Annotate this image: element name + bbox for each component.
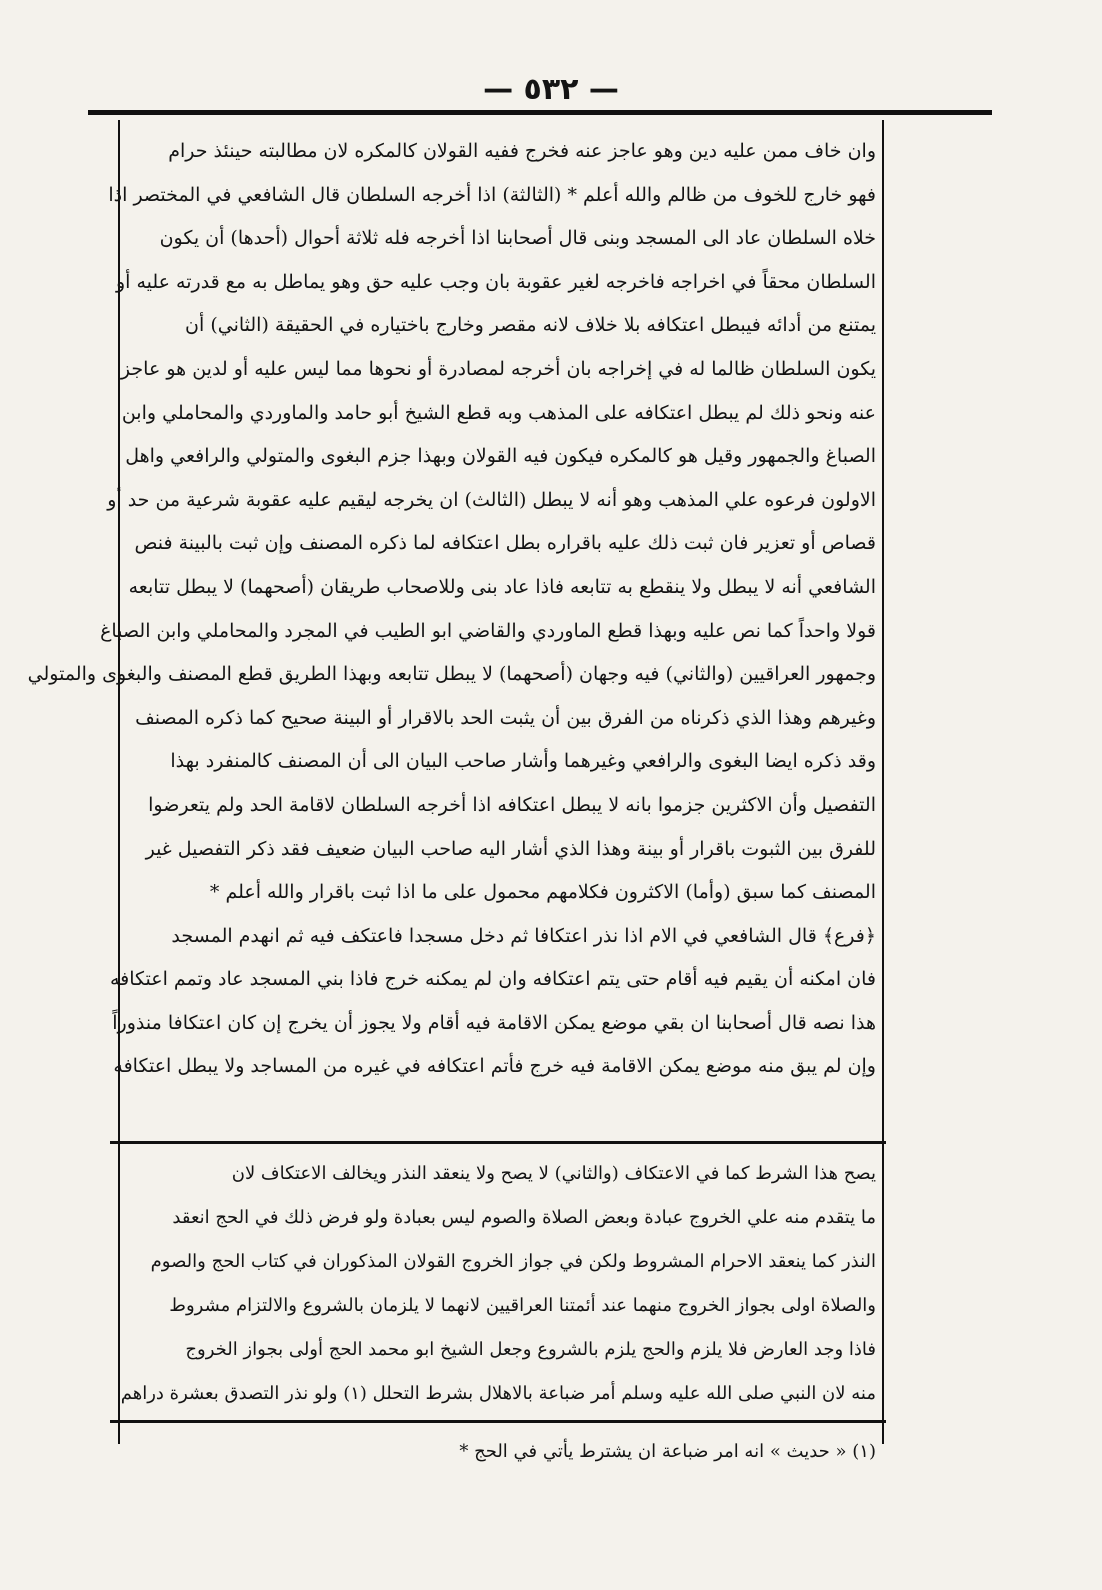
main-line: قصاص أو تعزير فان ثبت ذلك عليه باقراره بطل اعتكافه لما ذكره المصنف وإن ثبت بالبينة فنص	[134, 532, 876, 555]
footnote-divider	[110, 1420, 886, 1423]
main-line: هذا نصه قال أصحابنا ان بقي موضع يمكن الاقامة فيه أقام ولا يجوز أن يخرج إن كان اعتكافا منذوراً	[112, 1011, 876, 1034]
main-line: وغيرهم وهذا الذي ذكرناه من الفرق بين أن يثبت الحد بالاقرار أو البينة صحيح كما ذكره المصنف	[135, 706, 876, 729]
main-text	[27, 130, 876, 1089]
commentary-line: ما يتقدم منه علي الخروج عبادة وبعض الصلاة والصوم ليس بعبادة ولو فرض ذلك في الحج انعقد	[172, 1207, 876, 1228]
main-line: الصباغ والجمهور وقيل هو كالمكره فيكون فيه القولان وبهذا جزم البغوى والمتولي والرافعي واهل	[125, 445, 876, 468]
top-rule	[88, 110, 992, 115]
main-line: فهو خارج للخوف من ظالم والله أعلم * (الثالثة) اذا أخرجه السلطان قال الشافعي في المختصر اذا	[108, 183, 876, 206]
main-line: الاولون فرعوه علي المذهب وهو أنه لا يبطل (الثالث) ان يخرجه ليقيم عليه عقوبة شرعية من حد أو	[107, 488, 876, 511]
main-line: ﴿فرع﴾ قال الشافعي في الام اذا نذر اعتكافا ثم دخل مسجدا فاعتكف فيه ثم انهدم المسجد	[171, 924, 876, 947]
main-line: عنه ونحو ذلك لم يبطل اعتكافه على المذهب وبه قطع الشيخ أبو حامد والماوردي والمحاملي وابن	[121, 401, 876, 424]
main-line: الشافعي أنه لا يبطل ولا ينقطع به تتابعه فاذا عاد بنى وللاصحاب طريقان (أصحهما) لا يبطل تتابعه	[128, 575, 876, 598]
commentary-line: النذر كما ينعقد الاحرام المشروط ولكن في جواز الخروج القولان المذكوران في كتاب الحج والصوم	[150, 1251, 876, 1272]
main-line: يكون السلطان ظالما له في إخراجه بان أخرجه لمصادرة أو نحوها مما ليس عليه أو لدين هو عاجز	[120, 357, 876, 380]
footnote: (١) « حديث » انه امر ضباعة ان يشترط يأتي في الحج *	[459, 1441, 876, 1462]
main-line: وإن لم يبق منه موضع يمكن الاقامة فيه خرج فأتم اعتكافه في غيره من المساجد ولا يبطل اعتكافه	[113, 1055, 876, 1078]
main-line: التفصيل وأن الاكثرين جزموا بانه لا يبطل اعتكافه اذا أخرجه السلطان لاقامة الحد ولم يتعرضوا	[148, 793, 876, 816]
main-line: المصنف كما سبق (وأما) الاكثرون فكلامهم محمول على ما اذا ثبت باقرار والله أعلم *	[209, 881, 876, 904]
main-line: فان امكنه أن يقيم فيه أقام حتى يتم اعتكافه وان لم يمكنه خرج فاذا بني المسجد عاد وتمم اعتكافه	[109, 968, 876, 991]
commentary-line: والصلاة اولى بجواز الخروج منهما عند أئمتنا العراقيين لانهما لا يلزمان بالشروع والالتزام مشروط	[169, 1295, 876, 1316]
page-number: — ٥٣٢ —	[483, 72, 619, 107]
main-line: للفرق بين الثبوت باقرار أو بينة وهذا الذي أشار اليه صاحب البيان ضعيف فقد ذكر التفصيل غير	[145, 837, 876, 860]
commentary-line: منه لان النبي صلى الله عليه وسلم أمر ضباعة بالاهلال بشرط التحلل (١) ولو نذر التصدق بعشرة دراهم	[120, 1383, 876, 1404]
commentary-text	[120, 1152, 876, 1416]
main-line: وجمهور العراقيين (والثاني) فيه وجهان (أصحهما) لا يبطل تتابعه وبهذا الطريق قطع المصنف والبغوى والمتولي	[27, 663, 876, 686]
section-divider	[110, 1141, 886, 1144]
main-line: يمتنع من أدائه فيبطل اعتكافه بلا خلاف لانه مقصر وخارج باختياره في الحقيقة (الثاني) أن	[185, 314, 876, 337]
commentary-line: يصح هذا الشرط كما في الاعتكاف (والثاني) لا يصح ولا ينعقد النذر ويخالف الاعتكاف لان	[231, 1163, 876, 1184]
main-line: خلاه السلطان عاد الى المسجد وبنى قال أصحابنا اذا أخرجه فله ثلاثة أحوال (أحدها) أن يكون	[159, 227, 876, 250]
commentary-line: فاذا وجد العارض فلا يلزم والحج يلزم بالشروع وجعل الشيخ ابو محمد الحج أولى بجواز الخروج	[185, 1339, 876, 1360]
main-line: قولا واحداً كما نص عليه وبهذا قطع الماوردي والقاضي ابو الطيب في المجرد والمحاملي وابن الصباغ	[100, 619, 876, 642]
main-line: السلطان محقاً في اخراجه فاخرجه لغير عقوبة بان وجب عليه حق وهو يماطل به مع قدرته عليه أو	[115, 270, 876, 293]
main-line: وان خاف ممن عليه دين وهو عاجز عنه فخرج ففيه القولان كالمكره لان مطالبته حينئذ حرام	[168, 140, 876, 162]
main-line: وقد ذكره ايضا البغوى والرافعي وغيرهما وأشار صاحب البيان الى أن المصنف كالمنفرد بهذا	[170, 750, 876, 773]
